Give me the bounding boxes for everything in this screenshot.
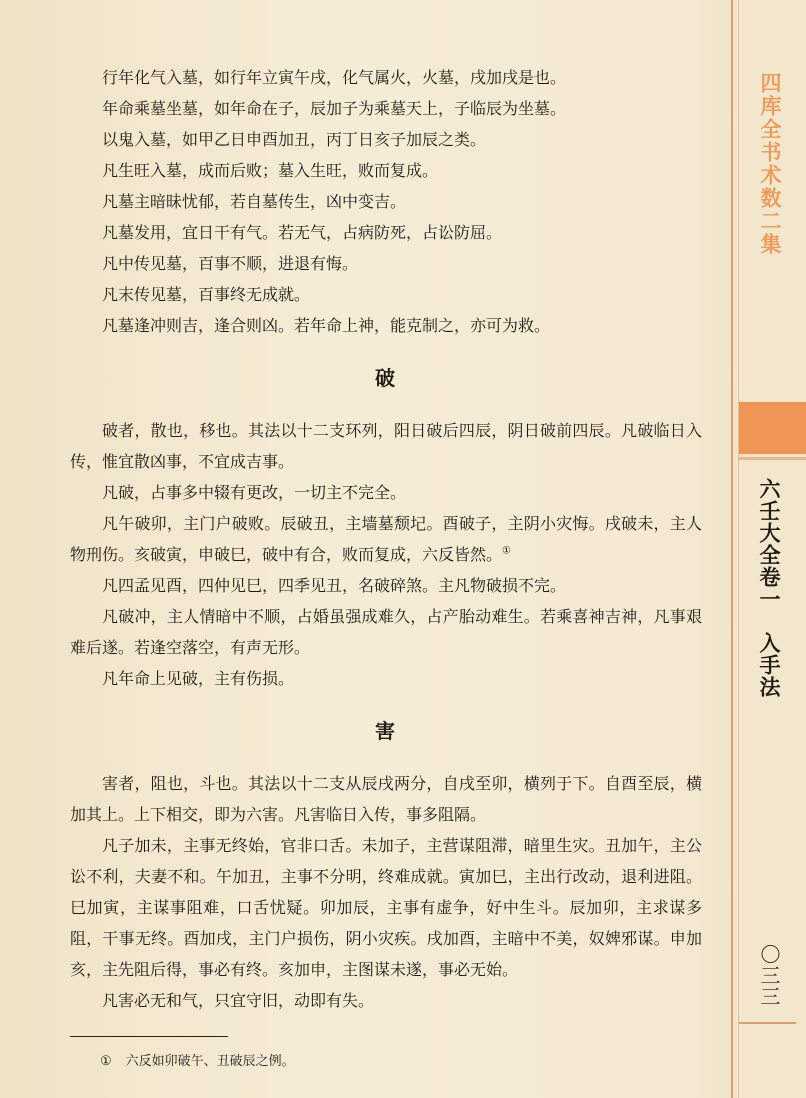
book-chapter-title: 六壬大全卷一 入手法 [757,478,782,698]
sidebar-border [731,0,733,1098]
paragraph: 凡破冲，主人情暗中不顺，占婚虽强成难久，占产胎动难生。若乘喜神吉神，凡事艰难后遂。若逢空落空，有声无形。 [70,607,702,657]
paragraph [70,508,702,570]
footnote-mark: ① [100,1054,112,1069]
sidebar-color-band [739,402,806,454]
sidebar-band-line [739,457,806,460]
paragraph: 凡墓发用，宜日干有气。若无气，占病防死，占讼防屈。 [102,223,503,242]
main-text [70,62,702,1016]
paragraph: 年命乘墓坐墓，如年命在子，辰加子为乘墓天上，子临辰为坐墓。 [102,99,567,118]
sidebar-border-inner [738,0,739,1098]
paragraph: 凡破，占事多中辍有更改，一切主不完全。 [102,483,407,502]
footnote [100,1052,295,1072]
paragraph: 凡年命上见破，主有伤损。 [102,669,295,688]
paragraph: 凡墓逢冲则吉，逢合则凶。若年命上神，能克制之，亦可为救。 [102,316,551,335]
paragraph: 凡中传见墓，百事不顺，进退有悔。 [102,254,359,273]
section-title-po: 破 [375,366,397,390]
paragraph: 凡墓主暗昧忧郁，若自墓传生，凶中变吉。 [102,192,407,211]
series-title: 四库全书术数二集 [758,72,782,256]
paragraph: 凡四孟见酉，四仲见巳，四季见丑，名破碎煞。主凡物破损不完。 [102,576,567,595]
sidebar-bottom-rule [739,1022,796,1024]
paragraph: 以鬼入墓，如甲乙日申酉加丑，丙丁日亥子加辰之类。 [102,130,487,149]
paragraph: 凡生旺入墓，成而后败；墓入生旺，败而复成。 [102,161,439,180]
paragraph: 凡末传见墓，百事终无成就。 [102,285,311,304]
footnote-reference[interactable]: ① [502,545,511,557]
footnote-text: 六反如卯破午、丑破辰之例。 [125,1054,295,1069]
paragraph-text: 凡午破卯，主门户破败。辰破丑，主墙墓颓圮。酉破子，主阴小灾悔。戌破未，主人物刑伤。亥破寅，申破巳，破中有合，败而复成，六反皆然。 [70,514,702,564]
page-number: 〇三三 [757,944,781,1007]
paragraph: 行年化气入墓，如行年立寅午戌，化气属火，火墓，戌加戌是也。 [102,68,567,87]
paragraph: 凡子加未，主事无终始，官非口舌。未加子，主营谋阻滞，暗里生灾。丑加午，主公讼不利，夫妻不和。午加丑，主事不分明，终难成就。寅加巳，主出行改动，退利进阻。巳加寅，主谋事阻难，口舌忧疑。卯加辰，主事有虚争，好中生斗。辰加卯，主求谋多阻，干事无终。酉加戌，主门户损伤，阴小灾疾。戌加酉，主暗中不美，奴婢邪谋。申加亥，主先阻后得，事必有终。亥加申，主图谋未遂，事必无始。 [70,836,702,979]
footnote-divider [70,1036,228,1037]
section-title-hai: 害 [375,719,397,743]
paragraph: 破者，散也，移也。其法以十二支环列，阳日破后四辰，阴日破前四辰。凡破临日入传，惟宜散凶事，不宜成吉事。 [70,421,702,471]
paragraph: 凡害必无和气，只宜守旧，动即有失。 [102,991,375,1010]
paragraph: 害者，阻也，斗也。其法以十二支从辰戌两分，自戌至卯，横列于下。自酉至辰，横加其上。上下相交，即为六害。凡害临日入传，事多阻隔。 [70,774,702,824]
